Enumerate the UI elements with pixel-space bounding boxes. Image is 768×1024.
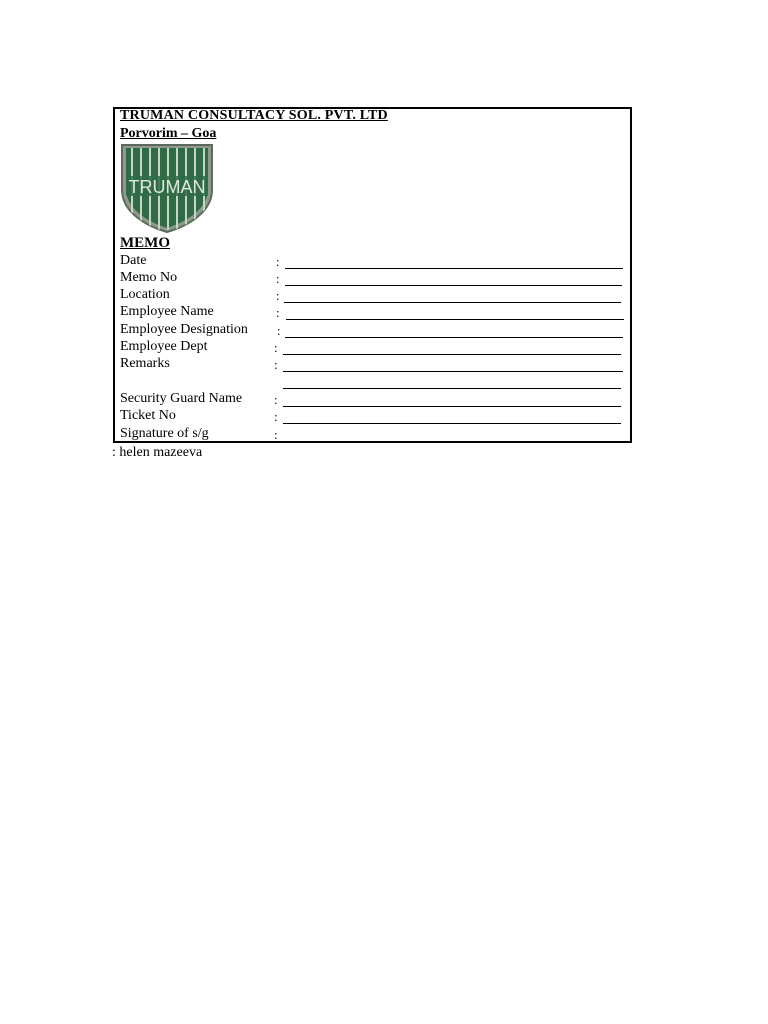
security-guard-name-field[interactable] — [283, 406, 621, 407]
security-guard-name-label: Security Guard Name — [120, 391, 243, 406]
company-location: Porvorim – Goa — [120, 126, 217, 141]
memo-no-field[interactable] — [285, 285, 622, 286]
location-field[interactable] — [284, 302, 621, 303]
employee-designation-colon: : — [277, 323, 281, 338]
employee-name-colon: : — [276, 305, 280, 320]
location-label: Location — [120, 287, 170, 302]
employee-name-label: Employee Name — [120, 304, 214, 319]
memo-no-label: Memo No — [120, 270, 178, 285]
employee-designation-field[interactable] — [285, 337, 623, 338]
remarks-continued-field[interactable] — [283, 388, 621, 389]
date-colon: : — [276, 254, 280, 269]
date-label: Date — [120, 253, 147, 268]
date-field[interactable] — [285, 268, 623, 269]
signature-sg-colon: : — [274, 427, 278, 442]
remarks-field[interactable] — [283, 371, 623, 372]
employee-dept-colon: : — [274, 340, 278, 355]
signature-sg-field[interactable] — [283, 441, 623, 442]
company-name: TRUMAN CONSULTACY SOL. PVT. LTD — [120, 108, 388, 123]
location-colon: : — [276, 288, 280, 303]
memo-title: MEMO — [120, 235, 170, 251]
logo-wordmark: TRUMAN — [128, 177, 206, 197]
employee-name-field[interactable] — [286, 319, 624, 320]
memo-no-colon: : — [276, 271, 280, 286]
employee-dept-label: Employee Dept — [120, 339, 208, 354]
memo-no-mark — [291, 285, 298, 286]
guard-name-value: : helen mazeeva — [112, 445, 203, 460]
remarks-colon: : — [274, 357, 278, 372]
employee-dept-field[interactable] — [283, 354, 621, 355]
ticket-no-label: Ticket No — [120, 408, 176, 423]
ticket-no-colon: : — [274, 409, 278, 424]
ticket-no-field[interactable] — [283, 423, 621, 424]
security-guard-name-colon: : — [274, 392, 278, 407]
remarks-label: Remarks — [120, 356, 170, 371]
truman-logo — [118, 142, 216, 234]
shield-logo-icon — [118, 142, 216, 234]
employee-designation-label: Employee Designation — [120, 322, 248, 337]
signature-sg-label: Signature of s/g — [120, 426, 209, 441]
